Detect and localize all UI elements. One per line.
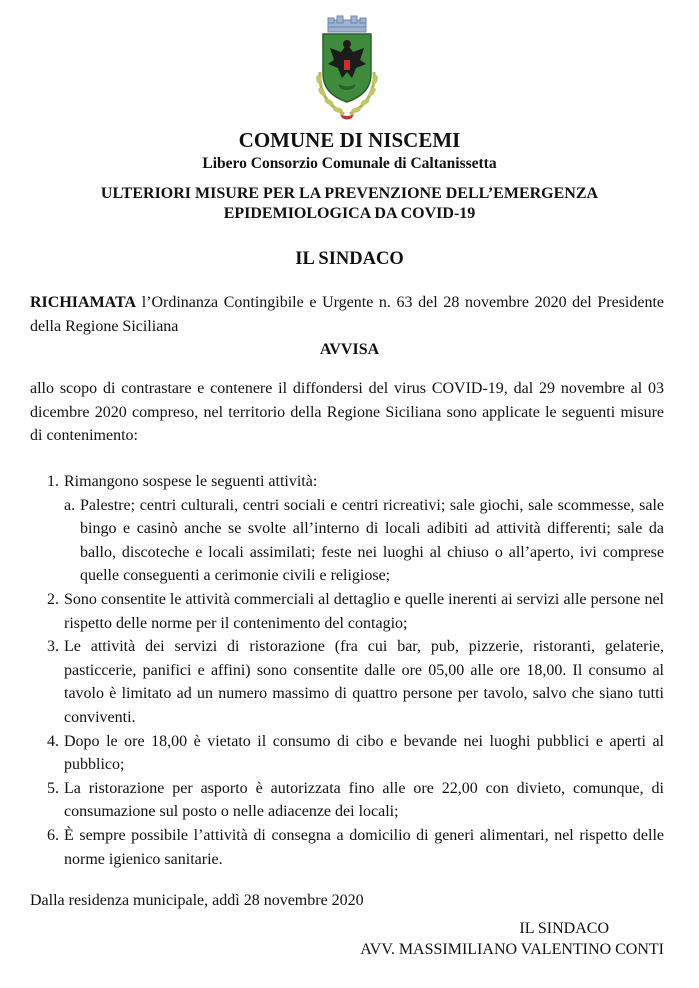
measure-item	[30, 470, 664, 588]
ordinance-heading-line2: EPIDEMIOLOGICA DA COVID-19	[223, 205, 476, 222]
signature-title: IL SINDACO	[519, 920, 609, 937]
measure-number: 3.	[47, 638, 59, 656]
notice-word: AVVISA	[319, 341, 380, 358]
measure-text: Le attività dei servizi di ristorazione (fra cui bar, pub, pizzerie, ristoranti, gelaterie, pasticcerie, panifici e affini) sono consentite dalle ore 05,00 alle ore 18,00. Il consumo al tavolo è limitato ad un numero massimo di quattro persone per tavolo, salvo che siano tutti conviventi.	[64, 638, 664, 726]
measure-item	[30, 824, 664, 871]
measure-text: Dopo le ore 18,00 è vietato il consumo di cibo e bevande nei luoghi pubblici e aperti al pubblico;	[64, 732, 664, 774]
recall-keyword: RICHIAMATA	[30, 294, 137, 311]
measure-number: 6.	[47, 826, 59, 844]
ordinance-heading-line1: ULTERIORI MISURE PER LA PREVENZIONE DELL’EMERGENZA	[100, 185, 599, 202]
intro-paragraph: allo scopo di contrastare e contenere il diffondersi del virus COVID-19, dal 29 novembre al 03 dicembre 2020 compreso, nel territorio della Regione Siciliana sono applicate le seguenti misure di contenimento:	[30, 380, 664, 445]
measure-text: Sono consentite le attività commerciali al dettaglio e quelle inerenti ai servizi alle persone nel rispetto delle norme per il contenimento del contagio;	[64, 590, 664, 632]
measure-text: La ristorazione per asporto è autorizzata fino alle ore 22,00 con divieto, comunque, di consumazione sul posto o nelle adiacenze dei locali;	[64, 779, 664, 821]
measure-item	[30, 777, 664, 824]
recall-text: l’Ordinanza Contingibile e Urgente n. 63 del 28 novembre 2020 del Presidente della Regione Siciliana	[30, 294, 664, 335]
municipal-crest-icon	[308, 14, 386, 122]
measure-item	[30, 588, 664, 635]
measure-text: Rimangono sospese le seguenti attività:	[64, 473, 318, 490]
measure-number: 2.	[47, 590, 59, 608]
sub-measure-letter: a.	[64, 496, 76, 514]
measure-number: 1.	[47, 473, 59, 490]
mayor-heading: IL SINDACO	[295, 249, 404, 269]
closing-line: Dalla residenza municipale, addì 28 novembre 2020	[30, 892, 364, 909]
sub-measure-item	[64, 494, 664, 588]
measures-list	[30, 470, 664, 871]
recall-paragraph	[30, 291, 664, 338]
document-title: COMUNE DI NISCEMI	[238, 128, 461, 152]
measure-number: 4.	[47, 732, 59, 750]
measure-item	[30, 730, 664, 777]
signature-name: AVV. MASSIMILIANO VALENTINO CONTI	[360, 941, 664, 958]
document-subtitle: Libero Consorzio Comunale di Caltanissetta	[202, 155, 497, 172]
measure-number: 5.	[47, 779, 59, 797]
sub-measure-text: Palestre; centri culturali, centri sociali e centri ricreativi; sale giochi, sale scommesse, sale bingo e casinò anche se svolte all’interno di locali adibiti ad attività differenti; sale da ballo, discoteche e locali assimilati; feste nei luoghi al chiuso o all’aperto, ivi comprese quelle conseguenti a cerimonie civili e religiose;	[80, 496, 664, 585]
measure-item	[30, 635, 664, 729]
measure-text: È sempre possibile l’attività di consegna a domicilio di generi alimentari, nel rispetto delle norme igienico sanitarie.	[64, 826, 664, 868]
